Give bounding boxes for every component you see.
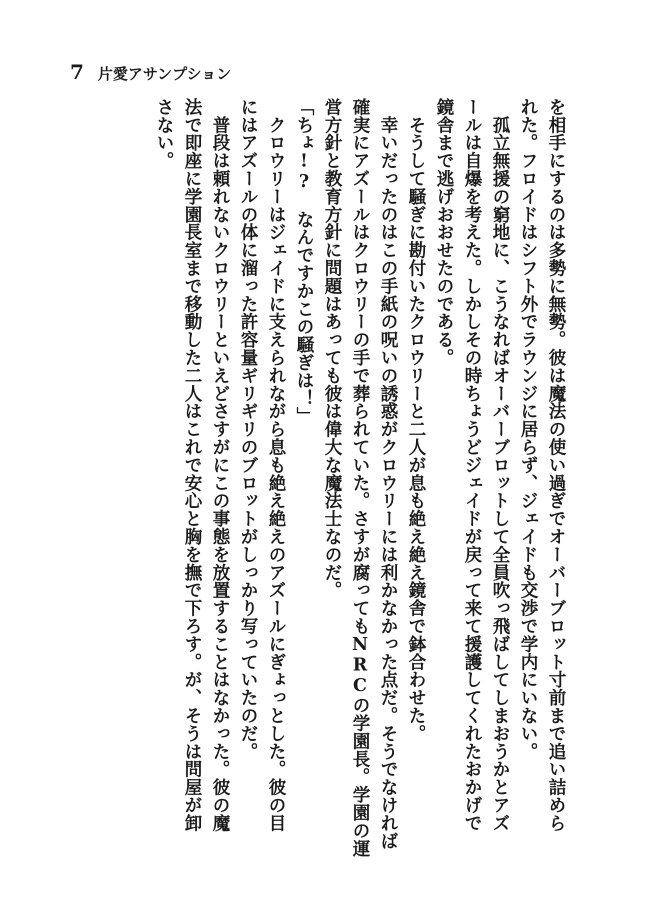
running-title: 片愛アサンプション bbox=[97, 65, 232, 83]
text-line: を相手にするのは多勢に無勢。彼は魔法の使い過ぎでオーバーブロット寸前まで追い詰めら bbox=[546, 98, 566, 832]
text-line: 鏡舎まで逃げおおせたのである。 bbox=[434, 98, 454, 367]
text-line: ールは自爆を考えた。しかしその時ちょうどジェイドが戻って来て援護してくれたおかげで bbox=[462, 98, 482, 832]
text-line: 幸いだったのはこの手紙の呪いの誘惑がクロウリーには利かなかった点だ。そうでなければ bbox=[378, 98, 398, 850]
text-line: 孤立無援の窮地に、こうなればオーバーブロットして全員吹っ飛ばしてしまおうかとアズ bbox=[490, 98, 510, 832]
text-line: 営方針と教育方針に問題はあっても彼は偉大な魔法士なのだ。 bbox=[322, 98, 342, 600]
text-line: 「ちょ!? なんですかこの騒ぎは！」 bbox=[294, 98, 314, 426]
page-header bbox=[70, 60, 231, 84]
text-line: 確実にアズールはクロウリーの手で葬られていた。さすが腐ってもNRCの学園長。学園の運 bbox=[350, 98, 370, 858]
text-line: さない。 bbox=[154, 98, 174, 170]
text-line: 法で即座に学園長室まで移動した二人はこれで安心と胸を撫で下ろす。が、そうは問屋が卸 bbox=[182, 98, 202, 832]
text-line: クロウリーはジェイドに支えられながら息も絶え絶えのアズールにぎょっとした。彼の目 bbox=[266, 98, 286, 832]
text-line: れた。フロイドはシフト外でラウンジに居らず、ジェイドも交渉で学内にいない。 bbox=[518, 98, 538, 761]
text-line: そうして騒ぎに勘付いたクロウリーと二人が息も絶え絶え鏡舎で鉢合わせた。 bbox=[406, 98, 426, 743]
page-number: 7 bbox=[70, 60, 84, 84]
text-line: 普段は頼れないクロウリーといえどさすがにこの事態を放置することはなかった。彼の魔 bbox=[210, 98, 230, 832]
vertical-body-text bbox=[70, 98, 570, 858]
text-line: にはアズールの体に溜った許容量ギリギリのブロットがしっかり写っていたのだ。 bbox=[238, 98, 258, 761]
